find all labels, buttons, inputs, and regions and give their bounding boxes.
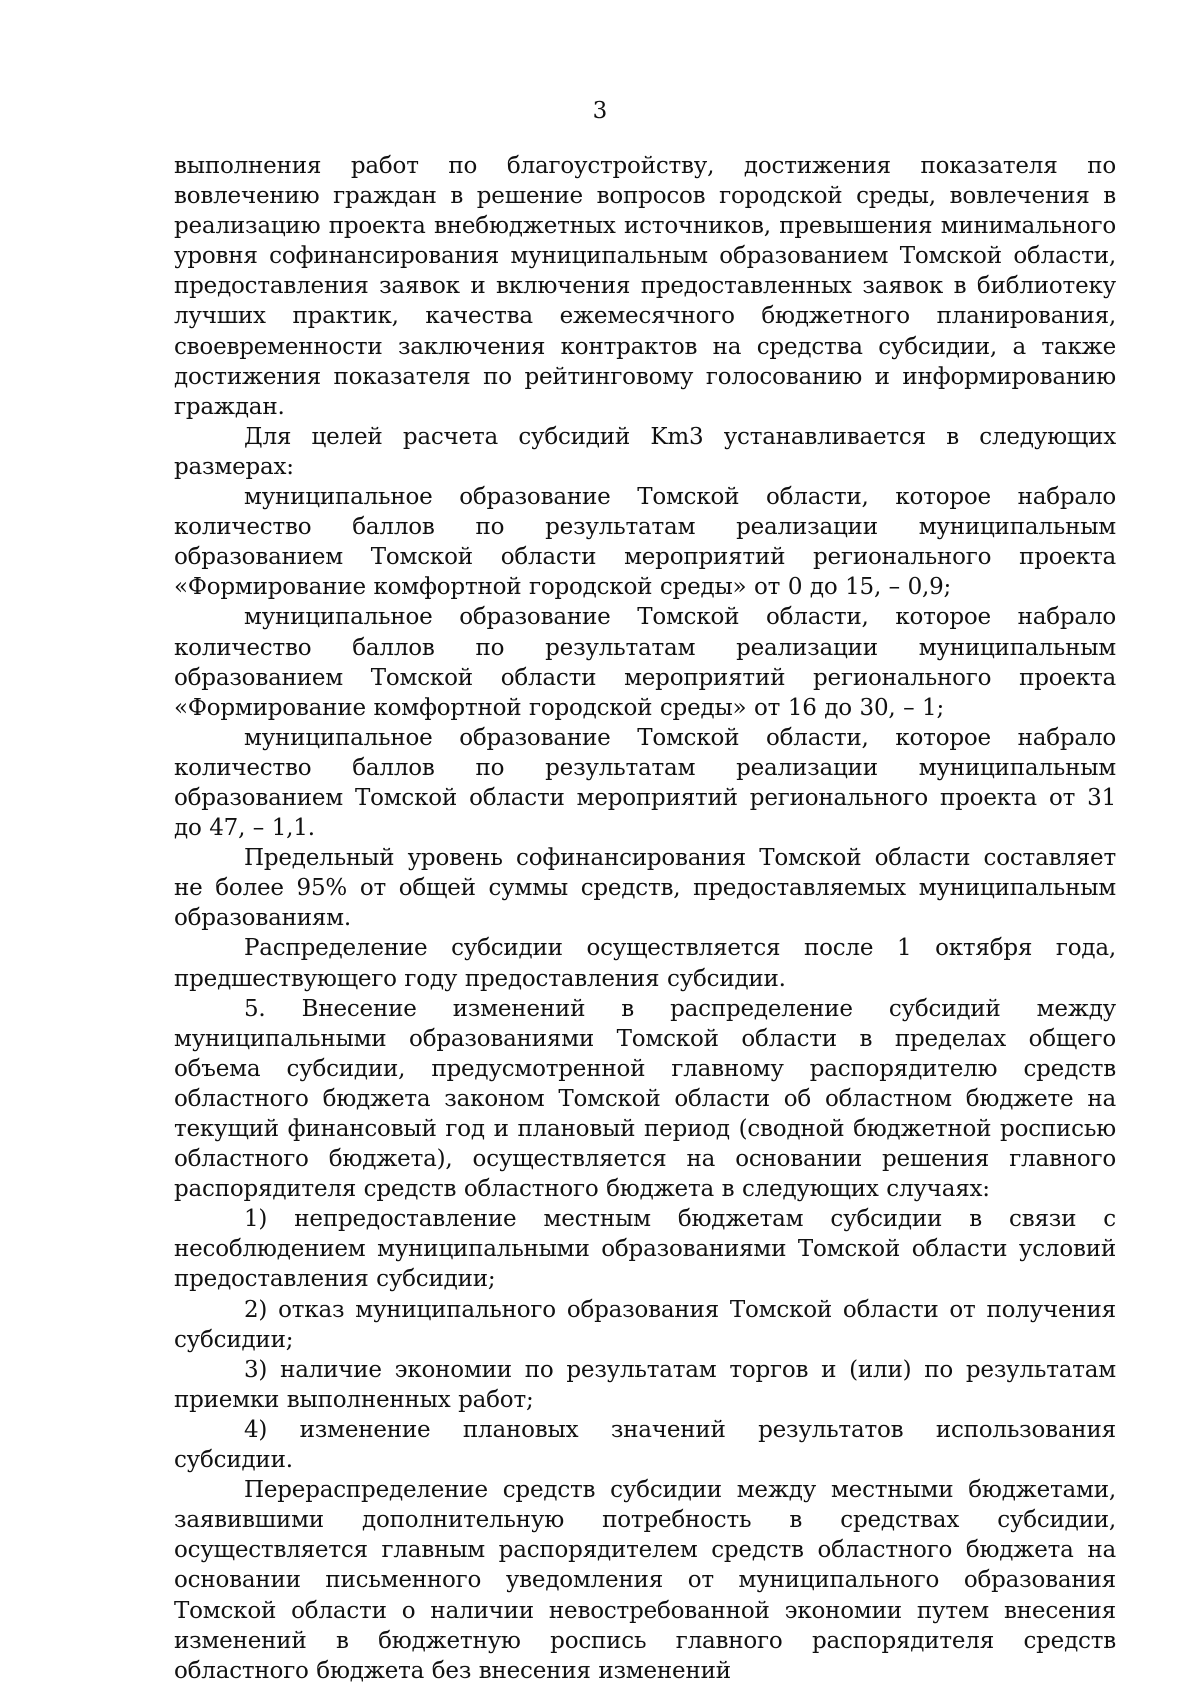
list-item-case-2: 2) отказ муниципального образования Томской области от получения субсидии; [174,1296,1116,1353]
paragraph-km3-range-2: муниципальное образование Томской области, которое набрало количество баллов по результатам реализации муниципальным образованием Томской области мероприятий регионального проекта «Формирование комфортной городской среды» от 16 до 30, – 1; [174,604,1116,721]
paragraph-continuation: выполнения работ по благоустройству, достижения показателя по вовлечению граждан в решение вопросов городской среды, вовлечения в реализацию проекта внебюджетных источников, превышения минимального уровня софинансирования муниципальным образованием Томской области, предоставления заявок и включения предоставленных заявок в библиотеку лучших практик, качества ежемесячного бюджетного планирования, своевременности заключения контрактов на средства субсидии, а также достижения показателя по рейтинговому голосованию и информированию граждан. [174,153,1116,420]
paragraph-redistribution: Перераспределение средств субсидии между местными бюджетами, заявившими дополнительную потребность в средствах субсидии, осуществляется главным распорядителем средств областного бюджета на основании письменного уведомления от муниципального образования Томской области о наличии невостребованной экономии путем внесения изменений в бюджетную роспись главного распорядителя средств областного бюджета без внесения изменений [174,1477,1116,1684]
paragraph-cofinancing-limit: Предельный уровень софинансирования Томской области составляет не более 95% от общей суммы средств, предоставляемых муниципальным образованиям. [174,845,1116,932]
paragraph-km3-intro: Для целей расчета субсидий Km3 устанавливается в следующих размерах: [174,423,1116,480]
list-item-case-4: 4) изменение плановых значений результатов использования субсидии. [174,1416,1116,1474]
paragraph-km3-range-3: муниципальное образование Томской области, которое набрало количество баллов по результатам реализации муниципальным образованием Томской области мероприятий регионального проекта от 31 до 47, – 1,1. [174,724,1116,842]
list-item-case-3: 3) наличие экономии по результатам торгов и (или) по результатам приемки выполненных работ; [174,1356,1116,1413]
paragraph-section-5: 5. Внесение изменений в распределение субсидий между муниципальными образованиями Томской области в пределах общего объема субсидии, предусмотренной главному распорядителю средств областного бюджета законом Томской области об областном бюджете на текущий финансовый год и плановый период (сводной бюджетной росписью областного бюджета), осуществляется на основании решения главного распорядителя средств областного бюджета в следующих случаях: [174,995,1116,1203]
list-item-case-1: 1) непредоставление местным бюджетам субсидии в связи с несоблюдением муниципальными образованиями Томской области условий предоставления субсидии; [174,1206,1116,1293]
document-body [174,151,1116,1686]
paragraph-km3-range-1: муниципальное образование Томской области, которое набрало количество баллов по результатам реализации муниципальным образованием Томской области мероприятий регионального проекта «Формирование комфортной городской среды» от 0 до 15, – 0,9; [174,484,1116,601]
paragraph-distribution-date: Распределение субсидии осуществляется после 1 октября года, предшествующего году предоставления субсидии. [174,935,1116,992]
page-number: 3 [592,98,608,124]
